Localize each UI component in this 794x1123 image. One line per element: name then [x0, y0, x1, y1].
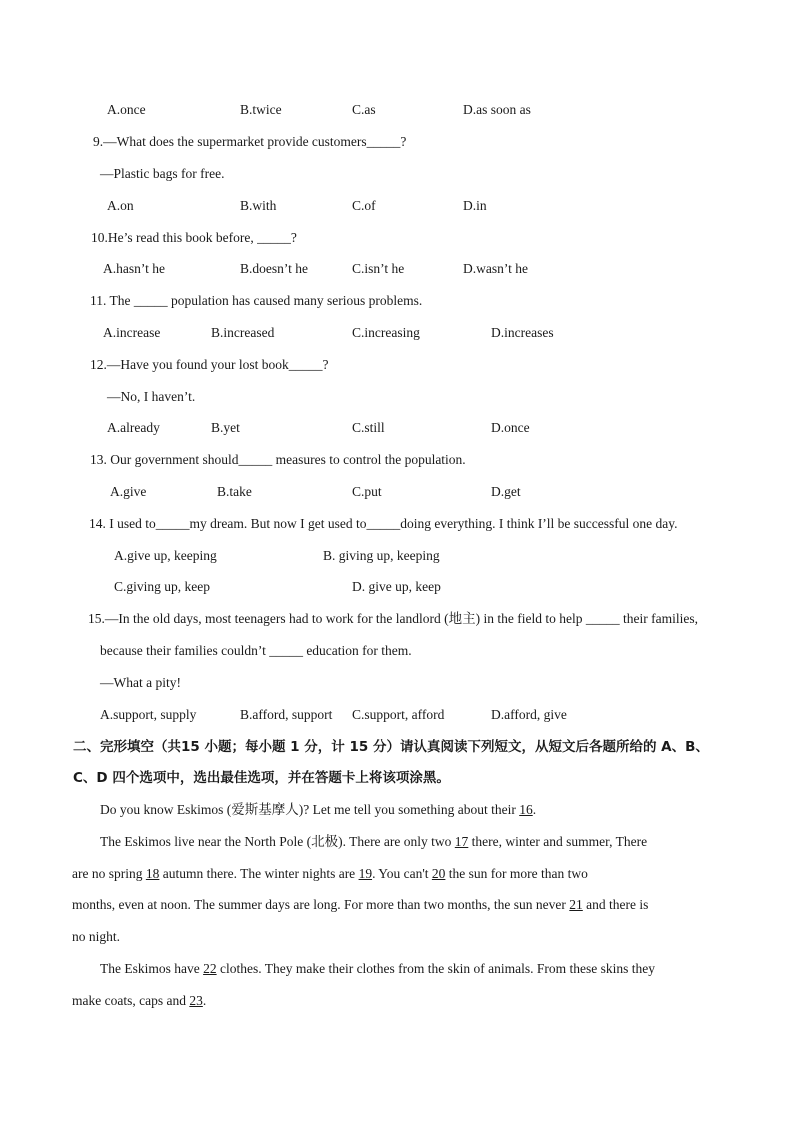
q12-option-b: B.yet	[211, 420, 240, 435]
q9-option-c: C.of	[352, 198, 376, 213]
q8-option-d: D.as soon as	[463, 102, 531, 117]
q10-option-a: A.hasn’t he	[103, 261, 165, 276]
q15-option-c: C.support, afford	[352, 707, 445, 722]
passage-text: Do you know Eskimos (爱斯基摩人)? Let me tell you something about their	[100, 802, 520, 817]
q10-option-c: C.isn’t he	[352, 261, 405, 276]
passage-text: make coats, caps and	[72, 993, 190, 1008]
blank-17: 17	[454, 834, 469, 849]
blank-22: 22	[203, 961, 217, 976]
q14-option-b: B. giving up, keeping	[323, 548, 440, 563]
passage-text: .	[532, 802, 537, 817]
section2-heading-line1: 二、完形填空（共15 小题；每小题 1 分，计 15 分）请认真阅读下列短文，从短文后各题所给的 A、B、	[73, 739, 709, 755]
q9-answer-line: —Plastic bags for free.	[100, 166, 225, 181]
q8-option-c: C.as	[352, 102, 376, 117]
q9-option-b: B.with	[240, 198, 277, 213]
passage-p2-line4: no night.	[72, 929, 121, 944]
q15-option-a: A.support, supply	[100, 707, 197, 722]
passage-text: the sun for more than two	[445, 866, 588, 881]
blank-19: 19	[358, 866, 373, 881]
passage-text: . You can't	[372, 866, 432, 881]
passage-text: clothes. They make their clothes from the skin of animals. From these skins they	[216, 961, 656, 976]
passage-text: The Eskimos live near the North Pole (北极). There are only two	[100, 834, 455, 849]
q15-answer-line: —What a pity!	[100, 675, 181, 690]
q12-option-a: A.already	[107, 420, 160, 435]
passage-text: and there is	[582, 897, 649, 912]
passage-p3-line1	[100, 961, 655, 977]
q15-option-d: D.afford, give	[491, 707, 567, 722]
passage-text: are no spring	[72, 866, 146, 881]
passage-p2-line1	[100, 834, 647, 850]
q15-stem: 15.—In the old days, most teenagers had to work for the landlord (地主) in the field to help _____ their families,	[88, 611, 698, 626]
passage-p2-line3	[72, 897, 648, 913]
blank-16: 16	[519, 802, 533, 817]
q15-option-b: B.afford, support	[240, 707, 333, 722]
q10-option-b: B.doesn’t he	[240, 261, 308, 276]
blank-23: 23	[189, 993, 203, 1008]
q11-option-b: B.increased	[211, 325, 275, 340]
q11-option-d: D.increases	[491, 325, 554, 340]
q12-answer-line: —No, I haven’t.	[107, 389, 196, 404]
q12-option-c: C.still	[352, 420, 385, 435]
passage-p3-line2	[72, 993, 206, 1009]
q10-stem: 10.He’s read this book before, _____?	[91, 230, 297, 245]
passage-text: months, even at noon. The summer days are long. For more than two months, the sun never	[72, 897, 570, 912]
q10-option-d: D.wasn’t he	[463, 261, 528, 276]
q11-option-c: C.increasing	[352, 325, 420, 340]
q15-stem-cont: because their families couldn’t _____ education for them.	[100, 643, 412, 658]
q13-option-d: D.get	[491, 484, 521, 499]
q13-option-b: B.take	[217, 484, 252, 499]
passage-text: there, winter and summer, There	[468, 834, 648, 849]
q9-option-a: A.on	[107, 198, 134, 213]
q9-stem: 9.—What does the supermarket provide customers_____?	[93, 134, 407, 149]
q12-option-d: D.once	[491, 420, 530, 435]
q14-option-d: D. give up, keep	[352, 579, 441, 594]
q9-option-d: D.in	[463, 198, 487, 213]
blank-20: 20	[431, 866, 446, 881]
q11-stem: 11. The _____ population has caused many serious problems.	[90, 293, 423, 308]
passage-text: .	[202, 993, 207, 1008]
q13-option-a: A.give	[110, 484, 147, 499]
passage-p1	[100, 802, 536, 818]
passage-text: The Eskimos have	[100, 961, 204, 976]
q14-option-c: C.giving up, keep	[114, 579, 210, 594]
blank-21: 21	[569, 897, 583, 912]
q13-stem: 13. Our government should_____ measures to control the population.	[90, 452, 466, 467]
section2-heading-line2: C、D 四个选项中，选出最佳选项，并在答题卡上将该项涂黑。	[73, 770, 450, 786]
passage-p2-line2	[72, 866, 588, 882]
q12-stem: 12.—Have you found your lost book_____?	[90, 357, 329, 372]
q11-option-a: A.increase	[103, 325, 161, 340]
q8-option-b: B.twice	[240, 102, 282, 117]
q13-option-c: C.put	[352, 484, 382, 499]
q14-stem: 14. I used to_____my dream. But now I get used to_____doing everything. I think I’ll be successful one day.	[89, 516, 678, 531]
passage-text: autumn there. The winter nights are	[159, 866, 359, 881]
blank-18: 18	[145, 866, 160, 881]
q8-option-a: A.once	[107, 102, 146, 117]
q14-option-a: A.give up, keeping	[114, 548, 217, 563]
